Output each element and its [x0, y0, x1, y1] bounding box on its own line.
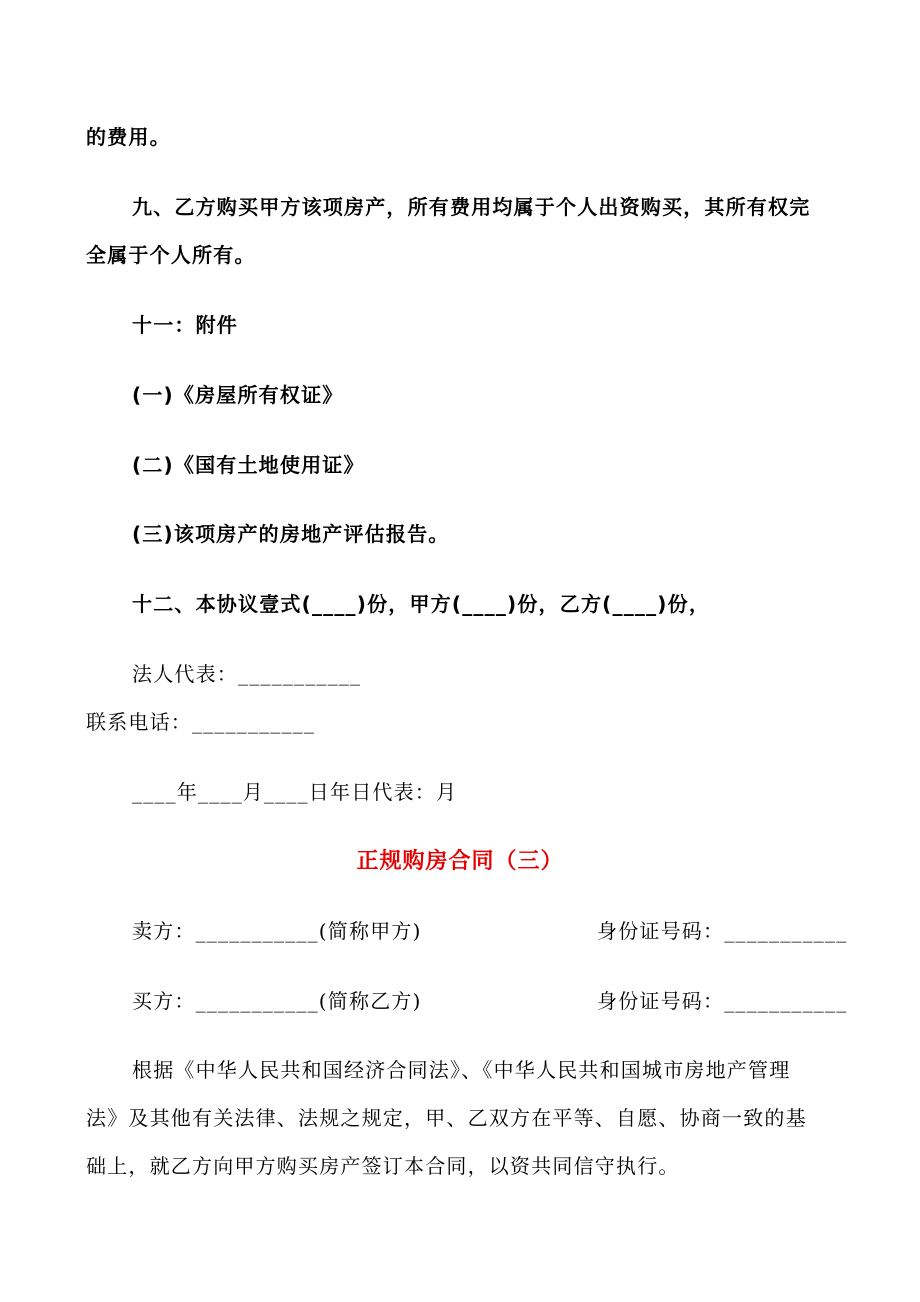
paragraph-line-2: 法》及其他有关法律、法规之规定，甲、乙双方在平等、自愿、协商一致的基	[86, 1106, 807, 1130]
paragraph-line-3: 础上，就乙方向甲方购买房产签订本合同，以资共同信守执行。	[86, 1154, 680, 1178]
text-line-clause-eleven: 十一：附件	[132, 313, 238, 337]
seller-label: 卖方：___________(简称甲方)	[132, 919, 422, 943]
buyer-id-label: 身份证号码：___________	[597, 989, 848, 1013]
text-line-attachment-three: (三)该项房产的房地产评估报告。	[132, 522, 450, 546]
text-line-date: ____年____月____日年日代表：月	[132, 780, 458, 804]
text-line-attachment-one: (一)《房屋所有权证》	[132, 383, 344, 407]
buyer-label: 买方：___________(简称乙方)	[132, 989, 422, 1013]
text-line-fees: 的费用。	[86, 125, 171, 149]
section-title: 正规购房合同（三）	[356, 849, 564, 874]
text-line-phone: 联系电话：___________	[86, 710, 316, 734]
text-line-clause-nine-cont: 全属于个人所有。	[86, 243, 256, 267]
paragraph-line-1: 根据《中华人民共和国经济合同法》、《中华人民共和国城市房地产管理	[132, 1058, 791, 1082]
text-line-clause-nine: 九、乙方购买甲方该项房产，所有费用均属于个人出资购买，其所有权完	[132, 195, 811, 219]
text-line-attachment-two: (二)《国有土地使用证》	[132, 453, 365, 477]
seller-id-label: 身份证号码：___________	[597, 919, 848, 943]
text-line-clause-twelve: 十二、本协议壹式(____)份，甲方(____)份，乙方(____)份，	[132, 592, 711, 616]
text-line-legal-rep: 法人代表：___________	[132, 662, 362, 686]
